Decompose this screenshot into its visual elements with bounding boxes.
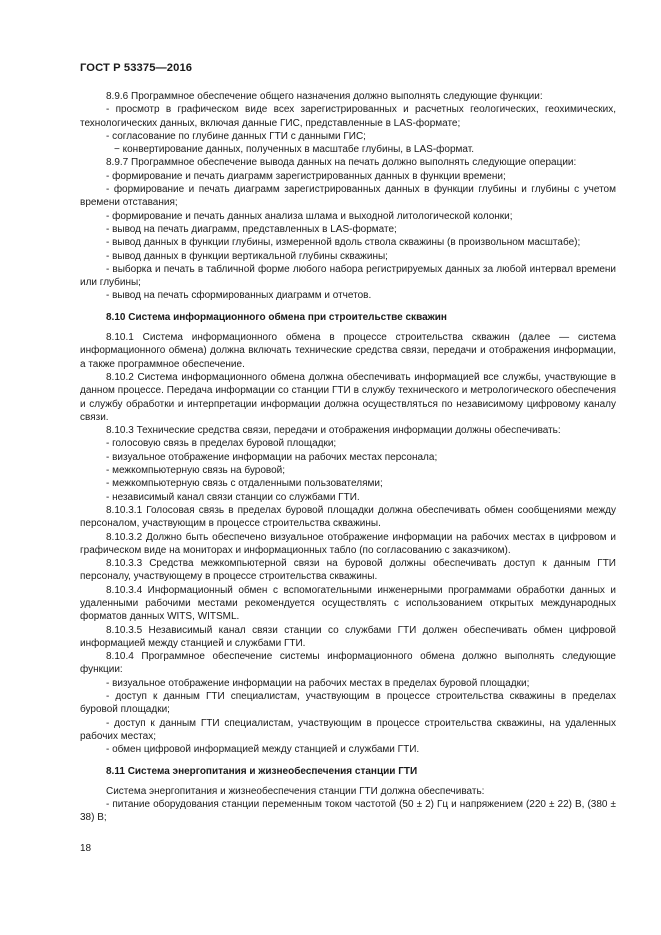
list-item: - формирование и печать диаграмм зарегистрированных данных в функции времени;	[106, 170, 506, 182]
paragraph: 8.10.3.1 Голосовая связь в пределах буровой площадки должна обеспечивать обмен сообщениями между персоналом, участвующим в процессе строительства скважины.	[80, 504, 616, 530]
paragraph: 8.10.3 Технические средства связи, передачи и отображения информации должны обеспечивать:	[106, 425, 561, 437]
paragraph: 8.10.3.5 Независимый канал связи станции со службами ГТИ должен обеспечивать обмен цифровой информацией между станцией и службами ГТИ.	[80, 624, 616, 649]
list-item: - формирование и печать диаграмм зарегистрированных данных в функции глубины и глубины с учетом времени отставания;	[80, 184, 616, 209]
list-item: - визуальное отображение информации на рабочих местах в пределах буровой площадки;	[106, 677, 530, 689]
list-item: - вывод данных в функции глубины, измеренной вдоль ствола скважины (в произвольном масштабе);	[106, 237, 581, 249]
list-item: - голосовую связь в пределах буровой площадки;	[106, 438, 337, 450]
list-item: - выборка и печать в табличной форме любого набора регистрируемых данных за любой интервал времени или глубины;	[80, 263, 616, 289]
list-item: - обмен цифровой информацией между станцией и службами ГТИ.	[106, 744, 420, 756]
list-item: - вывод данных в функции вертикальной глубины скважины;	[106, 250, 388, 262]
document-header: ГОСТ Р 53375—2016	[80, 62, 193, 74]
list-item: - доступ к данным ГТИ специалистам, участвующим в процессе строительства скважины в пределах буровой площадки;	[80, 691, 616, 716]
list-item: - формирование и печать данных анализа шлама и выходной литологической колонки;	[106, 210, 513, 222]
list-item: - визуальное отображение информации на рабочих местах персонала;	[106, 451, 438, 463]
paragraph: 8.10.3.4 Информационный обмен с вспомогательными инженерными программами обработки данных и удаленными рабочими местами рекомендуется осуществлять с использованием открытых международных форматов данных WITS, WITSML.	[80, 584, 616, 623]
list-item: - согласование по глубине данных ГТИ с данными ГИС;	[106, 130, 366, 142]
paragraph: 8.9.7 Программное обеспечение вывода данных на печать должно выполнять следующие операции:	[106, 157, 577, 169]
section-heading: 8.11 Система энергопитания и жизнеобеспечения станции ГТИ	[106, 765, 418, 777]
paragraph: 8.10.1 Система информационного обмена в процессе строительства скважин (далее — система информационного обмена) должна включать технические средства связи, передачи и отображения информации, а также программное обеспечение.	[80, 332, 616, 370]
list-item: - просмотр в графическом виде всех зарегистрированных и расчетных геологических, геохимических, технологических данных, включая данные ГИС, представленные в LAS-формате;	[80, 104, 616, 129]
list-item: - доступ к данным ГТИ специалистам, участвующим в процессе строительства скважины, на удаленных рабочих местах;	[80, 717, 616, 742]
paragraph: 8.10.3.3 Средства межкомпьютерной связи на буровой должны обеспечивать доступ к данным ГТИ персоналу, участвующему в процессе строительства скважины.	[80, 558, 616, 583]
list-item: - независимый канал связи станции со службами ГТИ.	[106, 491, 360, 503]
paragraph: Система энергопитания и жизнеобеспечения станции ГТИ должна обеспечивать:	[106, 785, 485, 797]
list-item: - вывод на печать диаграмм, представленных в LAS-формате;	[106, 223, 397, 235]
list-item: - питание оборудования станции переменным током частотой (50 ± 2) Гц и напряжением (220 ± 22) В, (380 ± 38) В;	[80, 799, 616, 824]
paragraph: 8.10.3.2 Должно быть обеспечено визуальное отображение информации на рабочих местах в цифровом и графическом виде на мониторах и информационных табло (по согласованию с заказчиком).	[80, 531, 616, 556]
list-item: - вывод на печать сформированных диаграмм и отчетов.	[106, 290, 372, 302]
list-item: − конвертирование данных, полученных в масштабе глубины, в LAS-формат.	[114, 144, 474, 156]
list-item: - межкомпьютерную связь с отдаленными пользователями;	[106, 478, 383, 490]
paragraph: 8.10.2 Система информационного обмена должна обеспечивать информацией все службы, участвующие в данном процессе. Передача информации со станции ГТИ в службу технического и метрологического обеспечения и службу обработки и интерпретации информации должна осуществляться по независимому цифровому каналу связи.	[80, 371, 616, 423]
page-number: 18	[80, 843, 92, 854]
section-heading: 8.10 Система информационного обмена при строительстве скважин	[106, 311, 447, 323]
list-item: - межкомпьютерную связь на буровой;	[106, 465, 286, 477]
document-body	[80, 90, 616, 825]
paragraph: 8.9.6 Программное обеспечение общего назначения должно выполнять следующие функции:	[106, 91, 543, 102]
paragraph: 8.10.4 Программное обеспечение системы информационного обмена должно выполнять следующие функции:	[80, 651, 616, 676]
